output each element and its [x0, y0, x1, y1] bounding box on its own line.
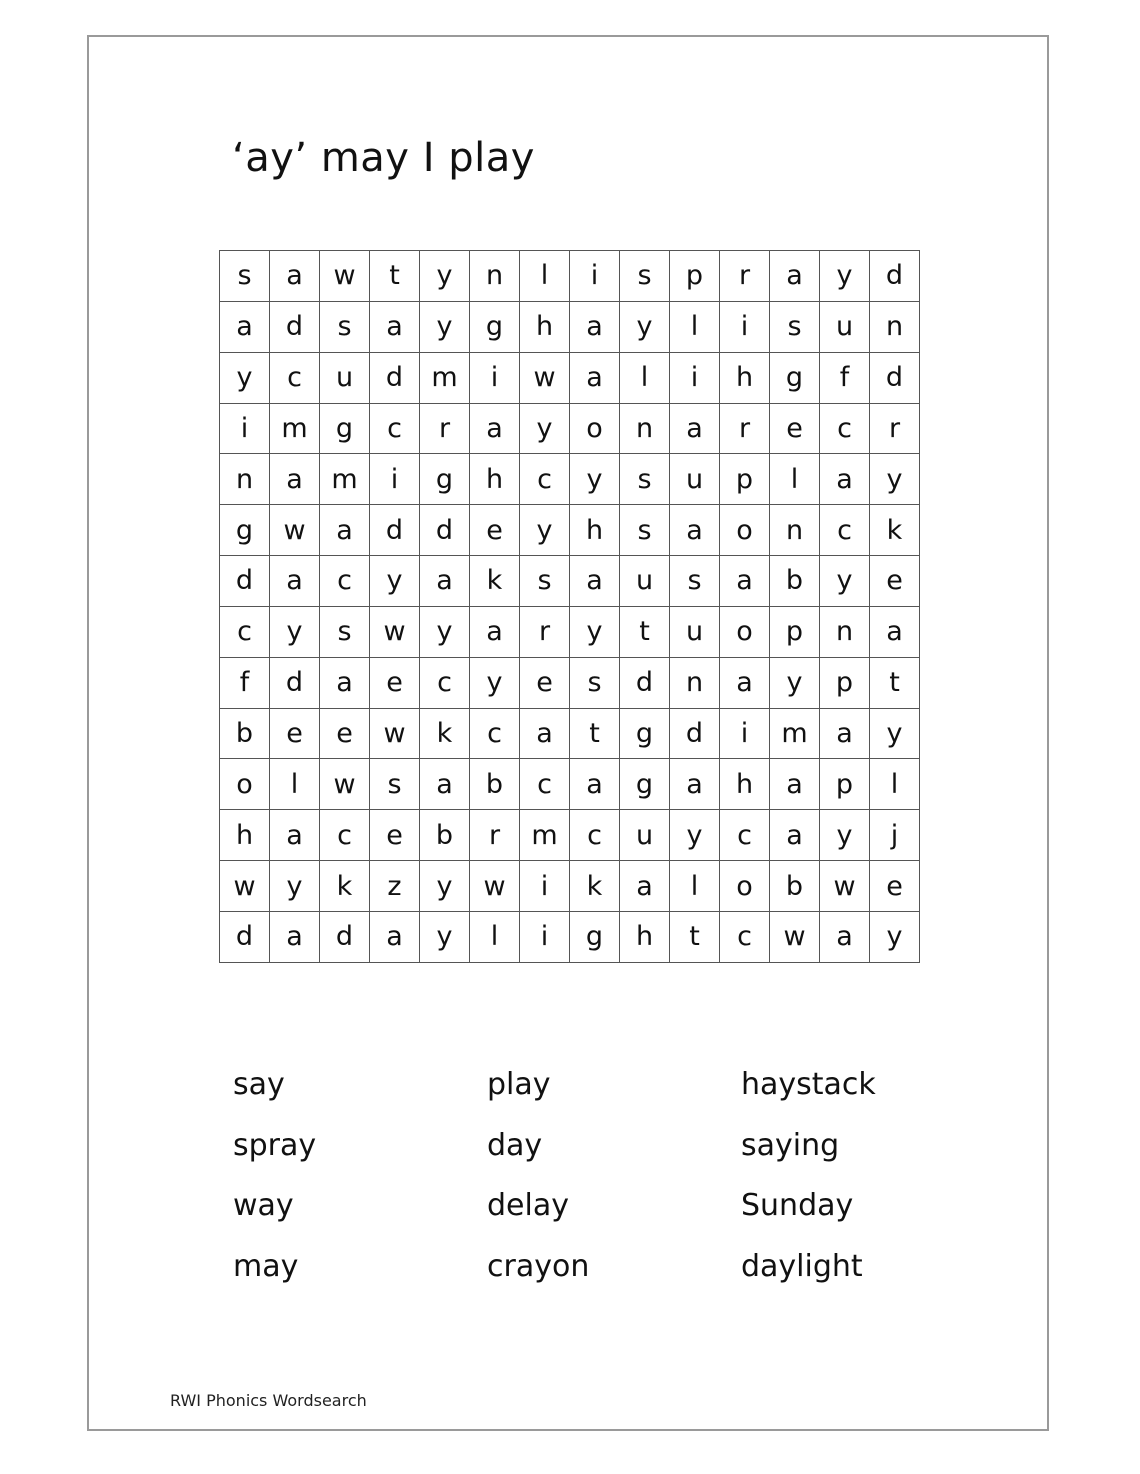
grid-cell: a — [570, 556, 620, 607]
grid-cell: g — [320, 404, 370, 455]
grid-cell: y — [870, 454, 920, 505]
grid-cell: d — [220, 912, 270, 963]
word-list-item: day — [487, 1127, 543, 1163]
grid-cell: c — [520, 454, 570, 505]
grid-cell: e — [470, 505, 520, 556]
grid-cell: u — [320, 353, 370, 404]
grid-cell: d — [370, 505, 420, 556]
grid-cell: i — [520, 912, 570, 963]
grid-cell: s — [620, 454, 670, 505]
grid-cell: h — [720, 759, 770, 810]
grid-cell: y — [770, 658, 820, 709]
grid-cell: w — [470, 861, 520, 912]
grid-cell: s — [770, 302, 820, 353]
grid-cell: r — [870, 404, 920, 455]
grid-cell: w — [220, 861, 270, 912]
grid-cell: d — [670, 709, 720, 760]
grid-cell: w — [820, 861, 870, 912]
grid-cell: n — [470, 251, 520, 302]
grid-cell: c — [820, 505, 870, 556]
grid-cell: w — [320, 759, 370, 810]
grid-cell: r — [420, 404, 470, 455]
grid-cell: z — [370, 861, 420, 912]
grid-cell: b — [220, 709, 270, 760]
grid-cell: u — [670, 607, 720, 658]
grid-cell: a — [220, 302, 270, 353]
grid-cell: i — [220, 404, 270, 455]
grid-cell: y — [870, 912, 920, 963]
grid-cell: i — [670, 353, 720, 404]
grid-cell: d — [220, 556, 270, 607]
grid-cell: a — [470, 607, 520, 658]
grid-cell: a — [820, 454, 870, 505]
word-list-item: saying — [741, 1127, 840, 1163]
grid-cell: d — [270, 302, 320, 353]
grid-cell: d — [270, 658, 320, 709]
grid-cell: g — [470, 302, 520, 353]
grid-cell: w — [370, 607, 420, 658]
grid-cell: y — [570, 607, 620, 658]
grid-cell: o — [720, 861, 770, 912]
grid-cell: s — [620, 505, 670, 556]
grid-cell: d — [620, 658, 670, 709]
grid-cell: c — [520, 759, 570, 810]
grid-cell: w — [520, 353, 570, 404]
grid-cell: i — [470, 353, 520, 404]
grid-cell: y — [670, 810, 720, 861]
grid-cell: u — [820, 302, 870, 353]
grid-cell: y — [420, 861, 470, 912]
grid-cell: a — [320, 505, 370, 556]
grid-cell: g — [420, 454, 470, 505]
grid-cell: a — [770, 810, 820, 861]
grid-cell: d — [870, 251, 920, 302]
grid-cell: e — [870, 861, 920, 912]
grid-cell: o — [570, 404, 620, 455]
grid-cell: h — [720, 353, 770, 404]
grid-cell: a — [420, 759, 470, 810]
grid-cell: a — [270, 251, 320, 302]
grid-cell: t — [870, 658, 920, 709]
grid-cell: c — [220, 607, 270, 658]
grid-cell: w — [770, 912, 820, 963]
grid-cell: m — [420, 353, 470, 404]
grid-cell: k — [570, 861, 620, 912]
grid-cell: i — [720, 709, 770, 760]
grid-cell: a — [470, 404, 520, 455]
grid-cell: o — [720, 505, 770, 556]
word-list-item: Sunday — [741, 1188, 854, 1223]
grid-cell: m — [770, 709, 820, 760]
grid-cell: e — [370, 658, 420, 709]
grid-cell: h — [470, 454, 520, 505]
grid-cell: b — [770, 556, 820, 607]
word-list-item: spray — [233, 1127, 317, 1163]
grid-cell: k — [420, 709, 470, 760]
grid-cell: i — [520, 861, 570, 912]
grid-cell: c — [420, 658, 470, 709]
grid-cell: s — [220, 251, 270, 302]
grid-cell: a — [570, 353, 620, 404]
word-list — [233, 1063, 993, 1305]
word-list-item: play — [487, 1067, 551, 1102]
grid-cell: y — [820, 556, 870, 607]
worksheet-title: ‘ay’ may I play — [232, 135, 535, 181]
grid-cell: l — [670, 861, 720, 912]
grid-cell: m — [520, 810, 570, 861]
grid-cell: s — [320, 607, 370, 658]
grid-cell: t — [570, 709, 620, 760]
grid-cell: g — [570, 912, 620, 963]
grid-cell: c — [320, 810, 370, 861]
grid-cell: h — [570, 505, 620, 556]
grid-cell: h — [620, 912, 670, 963]
grid-cell: a — [770, 759, 820, 810]
grid-cell: c — [320, 556, 370, 607]
grid-cell: c — [720, 810, 770, 861]
grid-cell: p — [770, 607, 820, 658]
grid-cell: a — [520, 709, 570, 760]
grid-cell: r — [520, 607, 570, 658]
grid-cell: n — [820, 607, 870, 658]
grid-cell: a — [670, 759, 720, 810]
word-list-item: haystack — [741, 1067, 876, 1102]
grid-cell: y — [470, 658, 520, 709]
grid-cell: c — [820, 404, 870, 455]
grid-cell: n — [770, 505, 820, 556]
grid-cell: j — [870, 810, 920, 861]
grid-cell: y — [620, 302, 670, 353]
grid-cell: n — [870, 302, 920, 353]
grid-cell: o — [220, 759, 270, 810]
grid-cell: s — [620, 251, 670, 302]
grid-cell: s — [520, 556, 570, 607]
grid-cell: l — [270, 759, 320, 810]
grid-cell: r — [720, 404, 770, 455]
grid-cell: p — [820, 658, 870, 709]
grid-cell: l — [620, 353, 670, 404]
grid-cell: c — [270, 353, 320, 404]
word-list-item: daylight — [741, 1248, 863, 1284]
grid-cell: s — [670, 556, 720, 607]
grid-cell: n — [220, 454, 270, 505]
grid-cell: l — [520, 251, 570, 302]
grid-cell: a — [570, 302, 620, 353]
grid-cell: u — [620, 810, 670, 861]
grid-cell: e — [270, 709, 320, 760]
grid-cell: y — [370, 556, 420, 607]
word-list-item: crayon — [487, 1248, 590, 1284]
grid-cell: t — [670, 912, 720, 963]
grid-cell: a — [420, 556, 470, 607]
grid-cell: y — [420, 251, 470, 302]
grid-cell: a — [870, 607, 920, 658]
grid-cell: p — [820, 759, 870, 810]
grid-cell: b — [770, 861, 820, 912]
grid-cell: d — [370, 353, 420, 404]
worksheet-footer: RWI Phonics Wordsearch — [170, 1391, 367, 1410]
grid-cell: c — [570, 810, 620, 861]
grid-cell: a — [270, 454, 320, 505]
word-list-item: may — [233, 1248, 299, 1284]
grid-cell: y — [570, 454, 620, 505]
grid-cell: e — [320, 709, 370, 760]
grid-cell: e — [370, 810, 420, 861]
grid-cell: a — [270, 912, 320, 963]
grid-cell: a — [670, 505, 720, 556]
grid-cell: a — [820, 912, 870, 963]
grid-cell: a — [770, 251, 820, 302]
grid-cell: g — [620, 709, 670, 760]
grid-cell: y — [820, 810, 870, 861]
grid-cell: y — [520, 505, 570, 556]
grid-cell: a — [820, 709, 870, 760]
grid-cell: r — [720, 251, 770, 302]
grid-cell: l — [870, 759, 920, 810]
grid-cell: y — [420, 912, 470, 963]
grid-cell: a — [270, 810, 320, 861]
grid-cell: d — [320, 912, 370, 963]
grid-cell: m — [320, 454, 370, 505]
grid-cell: d — [420, 505, 470, 556]
grid-cell: c — [720, 912, 770, 963]
grid-cell: c — [470, 709, 520, 760]
grid-cell: a — [370, 912, 420, 963]
grid-cell: e — [870, 556, 920, 607]
word-list-item: delay — [487, 1188, 569, 1223]
grid-cell: s — [320, 302, 370, 353]
grid-cell: a — [570, 759, 620, 810]
grid-cell: y — [270, 607, 320, 658]
grid-cell: w — [320, 251, 370, 302]
grid-cell: t — [370, 251, 420, 302]
grid-cell: i — [720, 302, 770, 353]
grid-cell: n — [620, 404, 670, 455]
grid-cell: g — [220, 505, 270, 556]
grid-cell: p — [720, 454, 770, 505]
grid-cell: p — [670, 251, 720, 302]
grid-cell: i — [370, 454, 420, 505]
grid-cell: e — [770, 404, 820, 455]
grid-cell: k — [870, 505, 920, 556]
grid-cell: h — [520, 302, 570, 353]
grid-cell: y — [220, 353, 270, 404]
grid-cell: d — [870, 353, 920, 404]
grid-cell: w — [370, 709, 420, 760]
grid-cell: g — [620, 759, 670, 810]
grid-cell: k — [320, 861, 370, 912]
grid-cell: n — [670, 658, 720, 709]
grid-cell: a — [370, 302, 420, 353]
grid-cell: y — [420, 607, 470, 658]
grid-cell: a — [720, 658, 770, 709]
grid-cell: a — [670, 404, 720, 455]
grid-cell: y — [420, 302, 470, 353]
grid-cell: s — [370, 759, 420, 810]
grid-cell: t — [620, 607, 670, 658]
grid-cell: h — [220, 810, 270, 861]
grid-cell: y — [270, 861, 320, 912]
grid-cell: m — [270, 404, 320, 455]
grid-cell: r — [470, 810, 520, 861]
grid-cell: f — [220, 658, 270, 709]
grid-cell: a — [270, 556, 320, 607]
grid-cell: l — [470, 912, 520, 963]
grid-cell: s — [570, 658, 620, 709]
wordsearch-grid — [219, 250, 920, 963]
grid-cell: i — [570, 251, 620, 302]
grid-cell: a — [320, 658, 370, 709]
grid-cell: y — [870, 709, 920, 760]
grid-cell: b — [470, 759, 520, 810]
grid-cell: w — [270, 505, 320, 556]
grid-cell: k — [470, 556, 520, 607]
word-list-item: say — [233, 1067, 285, 1102]
word-list-item: way — [233, 1188, 294, 1223]
grid-cell: l — [770, 454, 820, 505]
grid-cell: c — [370, 404, 420, 455]
grid-cell: y — [520, 404, 570, 455]
grid-cell: l — [670, 302, 720, 353]
grid-cell: a — [720, 556, 770, 607]
grid-cell: y — [820, 251, 870, 302]
grid-cell: f — [820, 353, 870, 404]
grid-cell: u — [670, 454, 720, 505]
grid-cell: g — [770, 353, 820, 404]
grid-cell: u — [620, 556, 670, 607]
grid-cell: e — [520, 658, 570, 709]
grid-cell: b — [420, 810, 470, 861]
grid-cell: a — [620, 861, 670, 912]
grid-cell: o — [720, 607, 770, 658]
